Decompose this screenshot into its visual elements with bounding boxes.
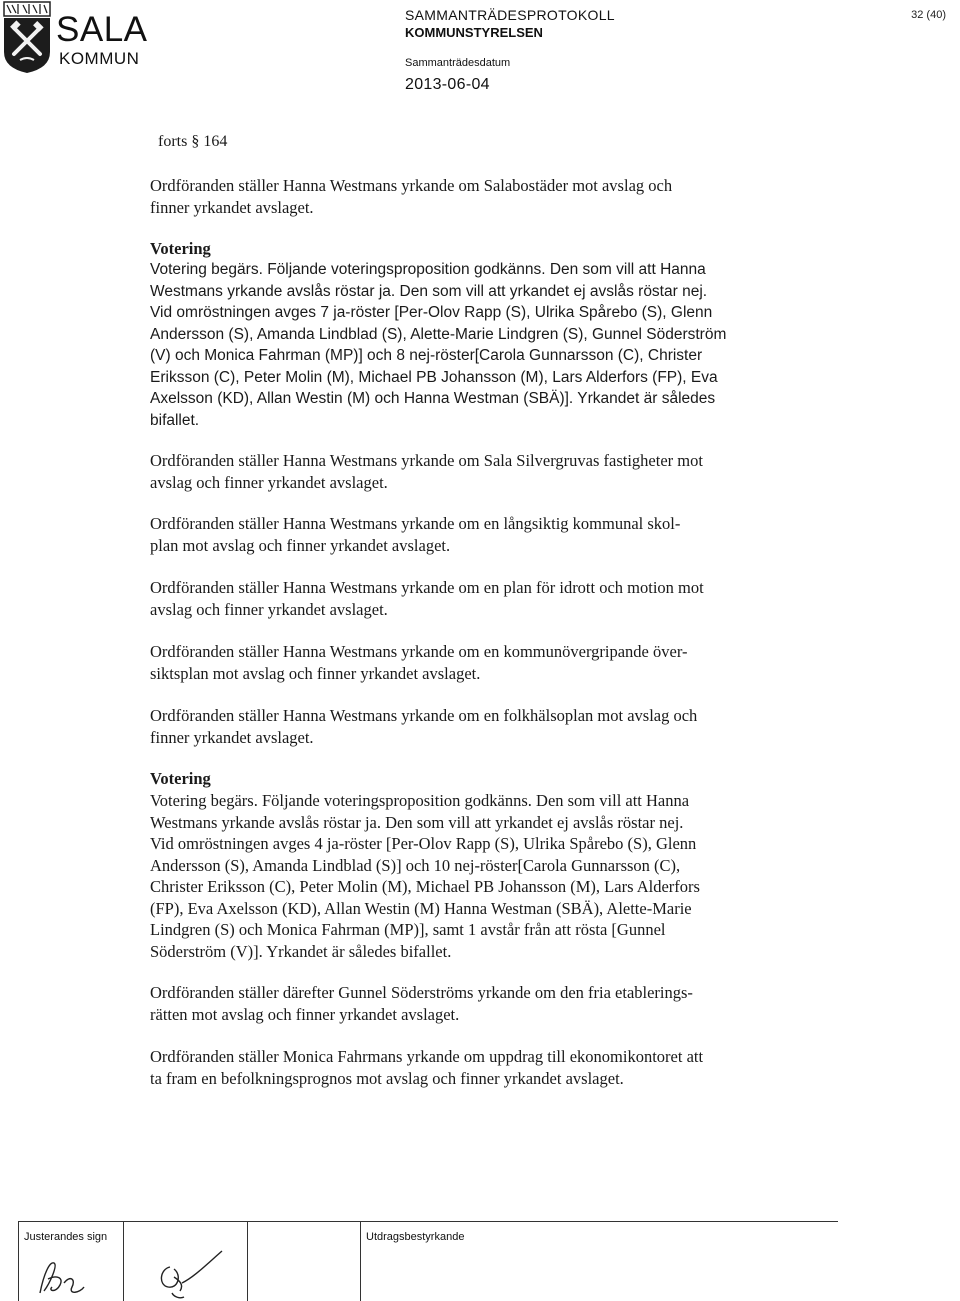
paragraph-folkhalsoplan: Ordföranden ställer Hanna Westmans yrkande om en folkhälsoplan mot avslag och finner yrkandet avslaget. xyxy=(150,706,698,747)
paragraph-votering-result-1: Votering begärs. Följande voteringsproposition godkänns. Den som vill att Hanna Westmans yrkande avslås röstar ja. Den som vill att yrkandet ej avslås röstar nej. Vid omröstningen avges 7 ja-röster [Per-Olov Rapp (S), Ulrika Spårebo (S), Glenn Andersson (S), Amanda Lindblad (S), Alette-Marie Lindgren (S), Gunnel Söderström (V) och Monica Fahrman (MP)] och 8 nej-röster[Carola Gunnarsson (C), Christer Eriksson (C), Peter Molin (M), Michael PB Johansson (M), Lars Alderfors (FP), Eva Axelsson (KD), Allan Westin (M) och Hanna Westman (SBÄ)]. Yrkandet är således bifallet. xyxy=(150,261,727,429)
heading-votering: Votering xyxy=(150,769,211,788)
sign-label: Justerandes sign xyxy=(24,1231,108,1243)
table-divider xyxy=(123,1221,124,1301)
paragraph-votering-result-2: Votering begärs. Följande voteringsproposition godkänns. Den som vill att Hanna Westmans yrkande avslås röstar ja. Den som vill att yrkandet ej avslås röstar nej. Vid omröstningen avges 4 ja-röster [Per-Olov Rapp (S), Ulrika Spårebo (S), Glenn Andersson (S), Amanda Lindblad (S)] och 10 nej-röster[Carola Gunnarsson (C), Christer Eriksson (C), Peter Molin (M), Michael PB Johansson (M), Lars Alderfors (FP), Eva Axelsson (KD), Allan Westin (M) Hanna Westman (SBÄ), Alette-Marie Lindgren (S) och Monica Fahrman (MP)], samt 1 avstår från att rösta [Gunnel Söderström (V)]. Yrkandet är således bifallet. xyxy=(150,791,700,961)
paragraph-oversiktsplan: Ordföranden ställer Hanna Westmans yrkande om en kommunövergripande över- siktsplan mot avslag och finner yrkandet avslaget. xyxy=(150,642,688,683)
initials-signature-2 xyxy=(150,1247,230,1299)
paragraph-befolkningsprognos: Ordföranden ställer Monica Fahrmans yrkande om uppdrag till ekonomikontoret att ta fram en befolkningsprognos mot avslag och finner yrkandet avslaget. xyxy=(150,1047,704,1088)
logo-subtitle: KOMMUN xyxy=(59,49,140,68)
sala-kommun-logo xyxy=(2,0,170,80)
paragraph-idrott-motion: Ordföranden ställer Hanna Westmans yrkande om en plan för idrott och motion mot avslag och finner yrkandet avslaget. xyxy=(150,578,704,619)
extract-label: Utdragsbestyrkande xyxy=(366,1231,465,1243)
protocol-type: SAMMANTRÄDESPROTOKOLL xyxy=(405,7,615,23)
heading-votering: Votering xyxy=(150,239,211,258)
signature-table xyxy=(0,1221,960,1301)
board-name: KOMMUNSTYRELSEN xyxy=(405,25,543,40)
meeting-date: 2013-06-04 xyxy=(405,76,490,93)
paragraph-silvergruva: Ordföranden ställer Hanna Westmans yrkande om Sala Silvergruvas fastigheter mot avslag och finner yrkandet avslaget. xyxy=(150,451,703,492)
sala-coat-of-arms-icon xyxy=(2,0,52,74)
table-divider xyxy=(247,1221,248,1301)
paragraph-salabostader: Ordföranden ställer Hanna Westmans yrkande om Salabostäder mot avslag och finner yrkandet avslaget. xyxy=(150,176,673,217)
initials-signature-1 xyxy=(30,1253,110,1299)
logo-name: SALA xyxy=(56,10,148,49)
table-divider xyxy=(360,1221,361,1301)
table-top-rule xyxy=(18,1221,838,1222)
page-number: 32 (40) xyxy=(911,9,946,21)
table-divider xyxy=(18,1221,19,1301)
meeting-date-label: Sammanträdesdatum xyxy=(405,57,511,69)
paragraph-skolplan: Ordföranden ställer Hanna Westmans yrkande om en långsiktig kommunal skol- plan mot avslag och finner yrkandet avslaget. xyxy=(150,514,681,555)
section-reference: forts § 164 xyxy=(158,133,228,150)
paragraph-fria-etableringsratten: Ordföranden ställer därefter Gunnel Söderströms yrkande om den fria etablerings- rätten mot avslag och finner yrkandet avslaget. xyxy=(150,983,693,1024)
